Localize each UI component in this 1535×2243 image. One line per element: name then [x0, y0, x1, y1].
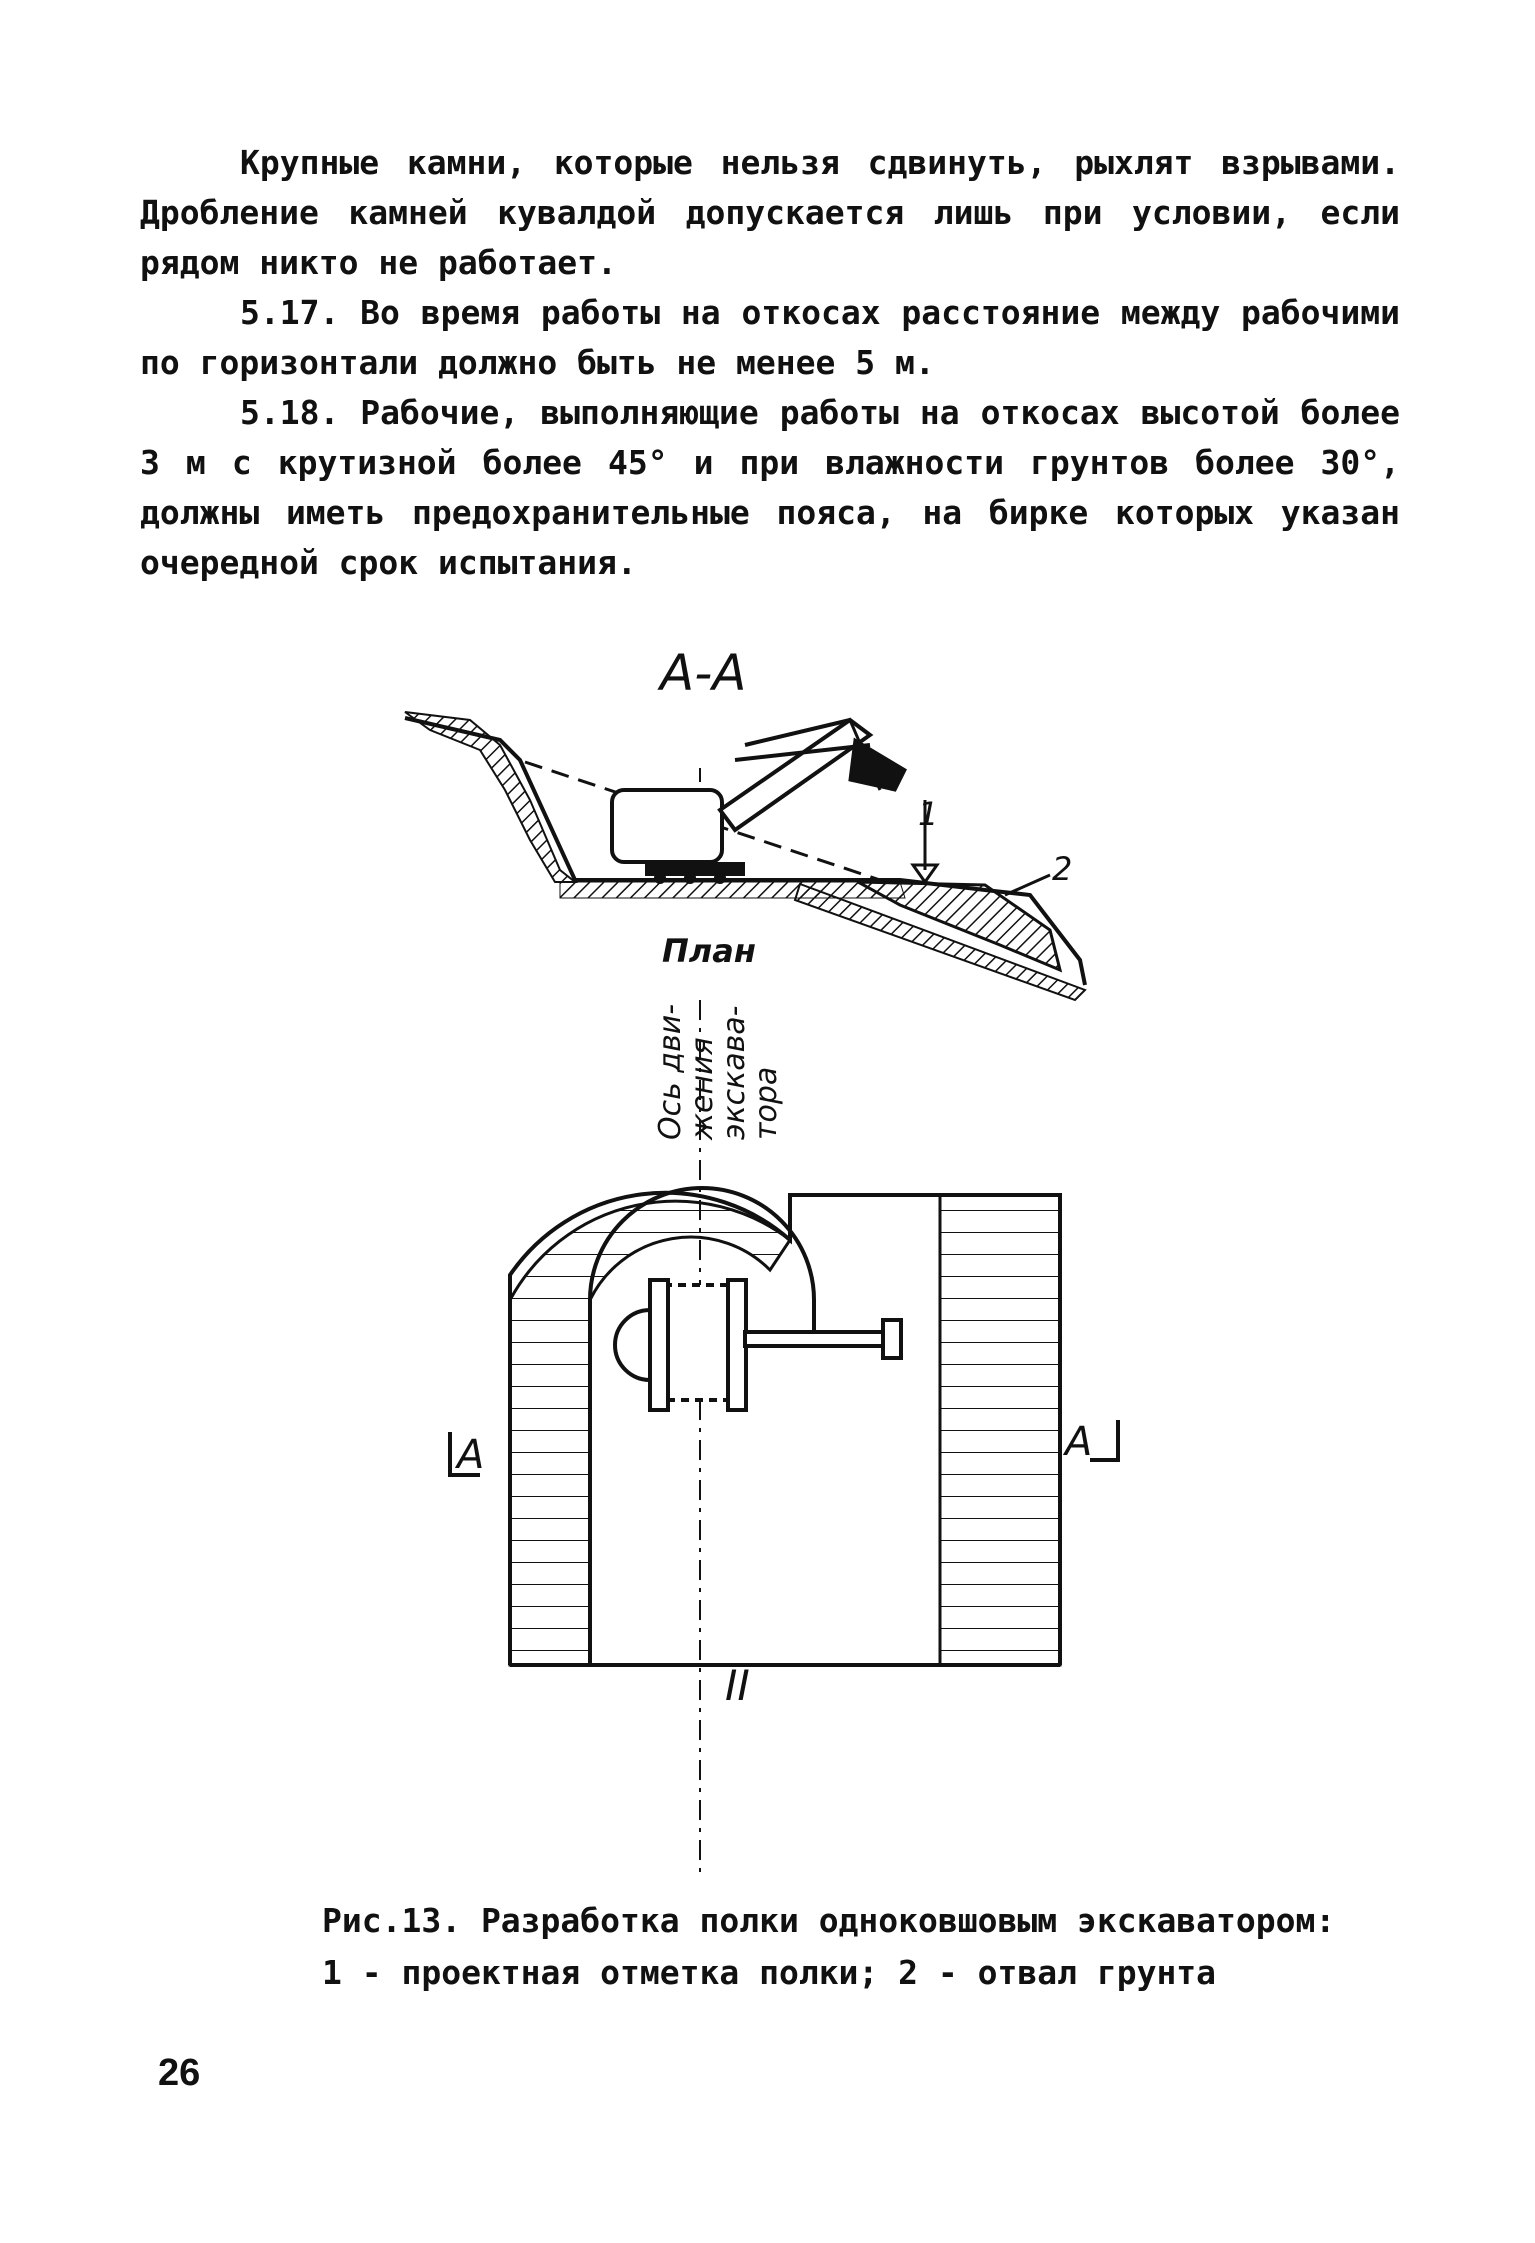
- right-slope-band: [940, 1195, 1060, 1665]
- plan-label: План: [662, 932, 756, 970]
- figure-caption: [322, 1895, 1422, 1999]
- natural-slope-hatch: [405, 712, 575, 882]
- excavator-cab: [612, 790, 722, 862]
- caption-line-1: Рис.13. Разработка полки одноковшовым экскаватором:: [322, 1901, 1336, 1940]
- cut-mark-right: А: [1065, 1419, 1093, 1465]
- cut-mark-left: А: [457, 1432, 485, 1478]
- caption-line-2: 1 - проектная отметка полки; 2 - отвал грунта: [322, 1953, 1217, 1992]
- left-slope-band: [510, 1201, 790, 1665]
- paragraph-5-18: 5.18. Рабочие, выполняющие работы на откосах высотой более 3 м с крутизной более 45° и при влажности грунтов более 30°, должны иметь предохранительные пояса, на бирке которых указан очередной срок испытания.: [140, 393, 1400, 582]
- callout-1: 1: [918, 795, 939, 833]
- section-label: А-А: [660, 644, 747, 702]
- axis-mark-bottom: II: [725, 1661, 750, 1710]
- axis-label: [653, 1004, 784, 1141]
- svg-text:Ось дви-: Ось дви-: [653, 1003, 688, 1140]
- ground-base-hatch: [560, 882, 905, 898]
- plan-view: [450, 1000, 1118, 1880]
- paragraph-5-17: 5.17. Во время работы на откосах расстояние между рабочими по горизонтали должно быть не менее 5 м.: [140, 293, 1400, 382]
- page-number: 26: [158, 2052, 201, 2094]
- svg-text:жения: жения: [685, 1037, 720, 1140]
- svg-text:экскава-: экскава-: [717, 1005, 752, 1140]
- callout-2: 2: [1052, 850, 1073, 888]
- plan-excavator-boom: [745, 1332, 885, 1346]
- svg-text:тора: тора: [749, 1066, 784, 1140]
- plan-excavator-bucket: [883, 1320, 901, 1358]
- excavator-boom: [720, 720, 870, 830]
- paragraph-1: Крупные камни, которые нельзя сдвинуть, рыхлят взрывами. Дробление камней кувалдой допускается лишь при условии, если рядом никто не работает.: [140, 143, 1400, 282]
